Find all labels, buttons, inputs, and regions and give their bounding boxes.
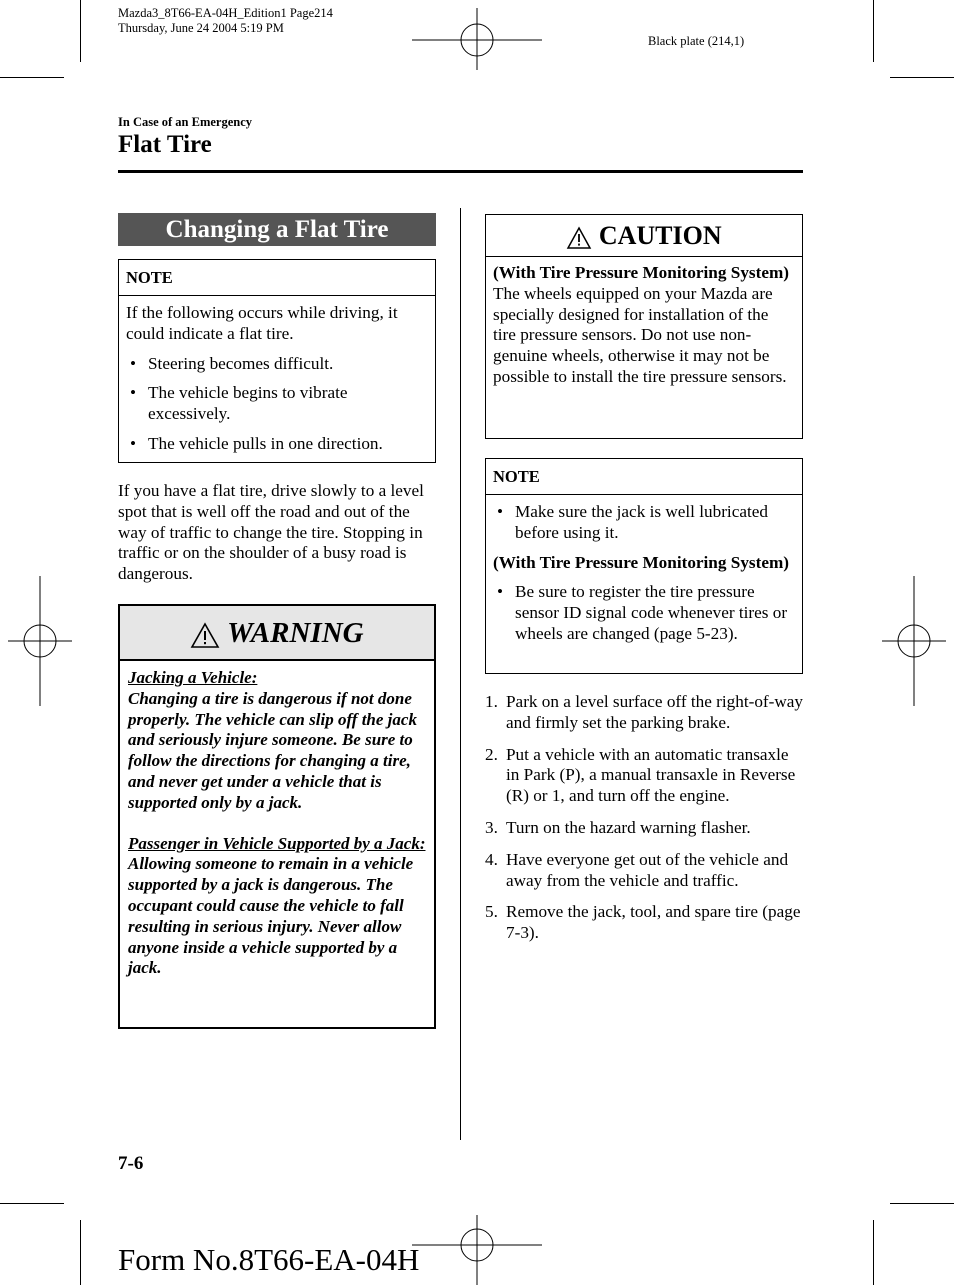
step-item: 2. Put a vehicle with an automatic transaxle in Park (P), a manual transaxle in Reverse (R) or 1, and turn off the engine.	[485, 744, 796, 806]
bullet-icon: •	[130, 383, 137, 403]
list-item: • Be sure to register the tire pressure sensor ID signal code whenever tires or wheels are changed (page 5-23).	[497, 582, 788, 643]
list-item: • Make sure the jack is well lubricated before using it.	[497, 502, 768, 542]
caution-triangle-icon	[566, 226, 592, 250]
caution-heading	[486, 215, 802, 257]
warning-label: WARNING	[227, 617, 364, 649]
step-item: 4. Have everyone get out of the vehicle and away from the vehicle and traffic.	[485, 849, 789, 890]
warning-text-jacking: Changing a tire is dangerous if not done properly. The vehicle can slip off the jack and seriously injure someone. Be sure to follow the directions for changing a tire, and never get under a vehicle that is supported only by a jack.	[128, 688, 417, 812]
warning-heading	[120, 606, 434, 661]
note-body	[119, 296, 435, 469]
list-item: • The vehicle begins to vibrate excessively.	[130, 383, 348, 424]
caution-box	[485, 214, 803, 439]
warning-body	[120, 661, 434, 986]
step-item: 5. Remove the jack, tool, and spare tire (page 7-3).	[485, 902, 801, 943]
bullet-icon: •	[497, 582, 504, 602]
note-subtitle: (With Tire Pressure Monitoring System)	[493, 552, 789, 572]
column-divider	[460, 208, 461, 1140]
print-header	[118, 6, 333, 36]
warning-triangle-icon	[190, 622, 220, 649]
crop-mark	[80, 0, 81, 62]
note-body	[486, 495, 802, 659]
section-category: In Case of an Emergency	[118, 115, 253, 129]
list-item: • The vehicle pulls in one direction.	[130, 433, 383, 453]
bullet-icon: •	[130, 433, 137, 453]
registration-target-bottom	[412, 1215, 542, 1285]
bullet-icon: •	[130, 353, 137, 373]
page-number: 7-6	[118, 1153, 144, 1174]
caution-subtitle: (With Tire Pressure Monitoring System)	[493, 263, 789, 282]
warning-subtitle-jacking: Jacking a Vehicle:	[128, 668, 258, 687]
print-header-file: Mazda3_8T66-EA-04H_Edition1 Page214	[118, 6, 333, 20]
note-box-left	[118, 259, 436, 463]
note-bullet-list	[493, 502, 795, 544]
bullet-icon: •	[497, 502, 504, 521]
caution-label: CAUTION	[598, 221, 722, 250]
list-item: • Steering becomes difficult.	[130, 353, 334, 373]
intro-paragraph: If you have a flat tire, drive slowly to a level spot that is well off the road and out of the way of traffic to change the tire. Stopping in traffic or on the shoulder of a busy road is dangerous.	[118, 481, 424, 584]
crop-mark	[873, 1220, 874, 1285]
note-heading: NOTE	[119, 260, 435, 296]
caution-body	[486, 257, 802, 393]
note-bullet-list	[126, 354, 428, 455]
form-number: Form No.8T66-EA-04H	[118, 1242, 420, 1277]
warning-text-passenger: Allowing someone to remain in a vehicle supported by a jack is dangerous. The occupant could cause the vehicle to fall resulting in serious injury. Never allow anyone inside a vehicle supported by a jack.	[128, 854, 414, 978]
crop-mark	[873, 0, 874, 62]
crop-mark	[0, 1203, 64, 1204]
registration-target-top	[412, 8, 542, 70]
crop-mark	[0, 77, 64, 78]
note-bullet-list	[493, 582, 795, 644]
warning-box	[118, 604, 436, 1029]
crop-mark	[890, 1203, 954, 1204]
crop-mark	[890, 77, 954, 78]
warning-subtitle-passenger: Passenger in Vehicle Supported by a Jack:	[128, 833, 426, 853]
step-item: 1. Park on a level surface off the right-of-way and firmly set the parking brake.	[485, 692, 804, 732]
registration-target-left	[8, 576, 72, 706]
registration-target-right	[882, 576, 946, 706]
plate-label: Black plate (214,1)	[648, 34, 745, 48]
section-banner: Changing a Flat Tire	[118, 213, 436, 246]
crop-mark	[80, 1220, 81, 1285]
step-item: 3. Turn on the hazard warning flasher.	[485, 817, 751, 837]
page-title: Flat Tire	[118, 131, 212, 158]
procedure-steps	[485, 692, 803, 955]
note-intro: If the following occurs while driving, it could indicate a flat tire.	[126, 303, 398, 343]
print-header-date: Thursday, June 24 2004 5:19 PM	[118, 21, 284, 35]
title-rule	[118, 170, 803, 173]
note-box-right	[485, 458, 803, 674]
note-heading: NOTE	[486, 459, 802, 495]
caution-text: The wheels equipped on your Mazda are specially designed for installation of the tire pressure sensors. Do not use non-genuine wheels, otherwise it may not be possible to install the tire pressure sensors.	[493, 283, 787, 386]
